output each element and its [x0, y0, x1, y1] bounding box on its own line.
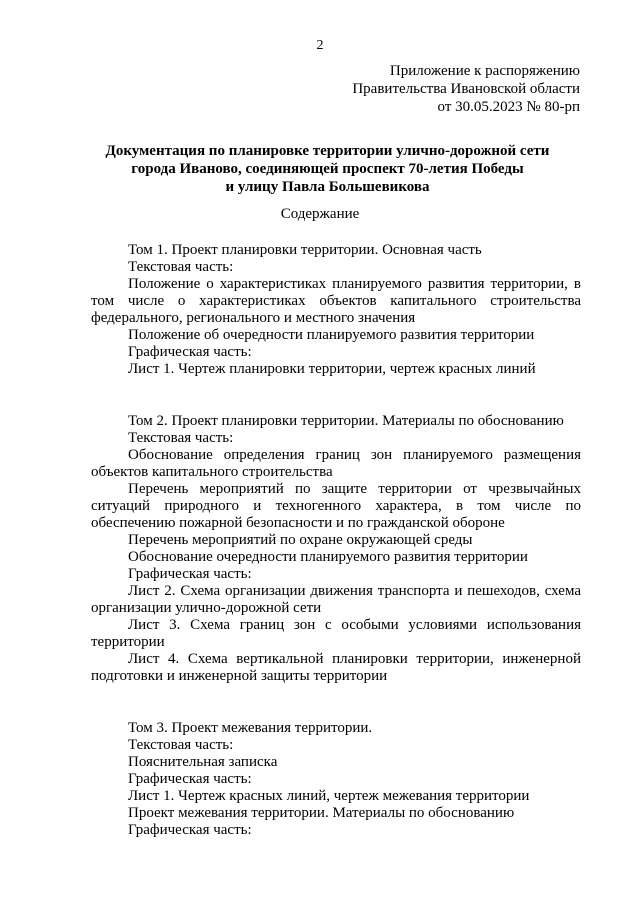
toc-entry: Лист 1. Чертеж красных линий, чертеж межевания территории: [128, 788, 530, 804]
spacer: [91, 685, 581, 703]
title-line: города Иваново, соединяющей проспект 70-летия Победы: [131, 161, 524, 177]
toc-entry: Перечень мероприятий по защите территории от чрезвычайных ситуаций природного и техногенного характера, в том числе по обеспечению пожарной безопасности и по гражданской обороне: [91, 481, 581, 531]
spacer: [91, 378, 581, 396]
toc-section-label: Текстовая часть:: [128, 259, 234, 275]
appendix-line: от 30.05.2023 № 80-рп: [437, 99, 580, 115]
toc-entry: Перечень мероприятий по охране окружающей среды: [128, 532, 473, 548]
toc-entry: Положение об очередности планируемого развития территории: [128, 327, 535, 343]
contents-heading: Содержание: [280, 206, 360, 222]
toc-volume-heading: Том 3. Проект межевания территории.: [128, 720, 373, 736]
toc-section-label: Графическая часть:: [128, 344, 252, 360]
appendix-note: [352, 62, 580, 116]
spacer: [91, 396, 581, 413]
toc-volume-heading: Том 1. Проект планировки территории. Основная часть: [128, 242, 482, 258]
toc-entry: Положение о характеристиках планируемого развития территории, в том числе о характеристиках объектов капитального строительства федерального, регионального и местного значения: [91, 276, 581, 326]
toc-entry: Проект межевания территории. Материалы по обоснованию: [128, 805, 515, 821]
toc-section-label: Графическая часть:: [128, 566, 252, 582]
toc-entry: Лист 3. Схема границ зон с особыми условиями использования территории: [91, 617, 581, 650]
title-line: Документация по планировке территории улично-дорожной сети: [105, 143, 550, 159]
toc-entry: Обоснование очередности планируемого развития территории: [128, 549, 528, 565]
table-of-contents: [91, 242, 581, 839]
toc-entry: Лист 4. Схема вертикальной планировки территории, инженерной подготовки и инженерной защиты территории: [91, 651, 581, 684]
document-title: [70, 142, 585, 196]
toc-section-label: Текстовая часть:: [128, 430, 234, 446]
toc-entry: Обоснование определения границ зон планируемого размещения объектов капитального строительства: [91, 447, 581, 480]
toc-volume-heading: Том 2. Проект планировки территории. Материалы по обоснованию: [128, 413, 564, 429]
spacer: [91, 703, 581, 720]
toc-entry: Лист 1. Чертеж планировки территории, чертеж красных линий: [128, 361, 536, 377]
toc-section-label: Графическая часть:: [128, 771, 252, 787]
title-line: и улицу Павла Большевикова: [225, 179, 430, 195]
appendix-line: Правительства Ивановской области: [352, 81, 580, 97]
appendix-line: Приложение к распоряжению: [389, 63, 580, 79]
page-number: 2: [316, 38, 324, 53]
toc-entry: Лист 2. Схема организации движения транспорта и пешеходов, схема организации улично-дорожной сети: [91, 583, 581, 616]
toc-section-label: Графическая часть:: [128, 822, 252, 838]
toc-entry: Пояснительная записка: [128, 754, 278, 770]
toc-section-label: Текстовая часть:: [128, 737, 234, 753]
